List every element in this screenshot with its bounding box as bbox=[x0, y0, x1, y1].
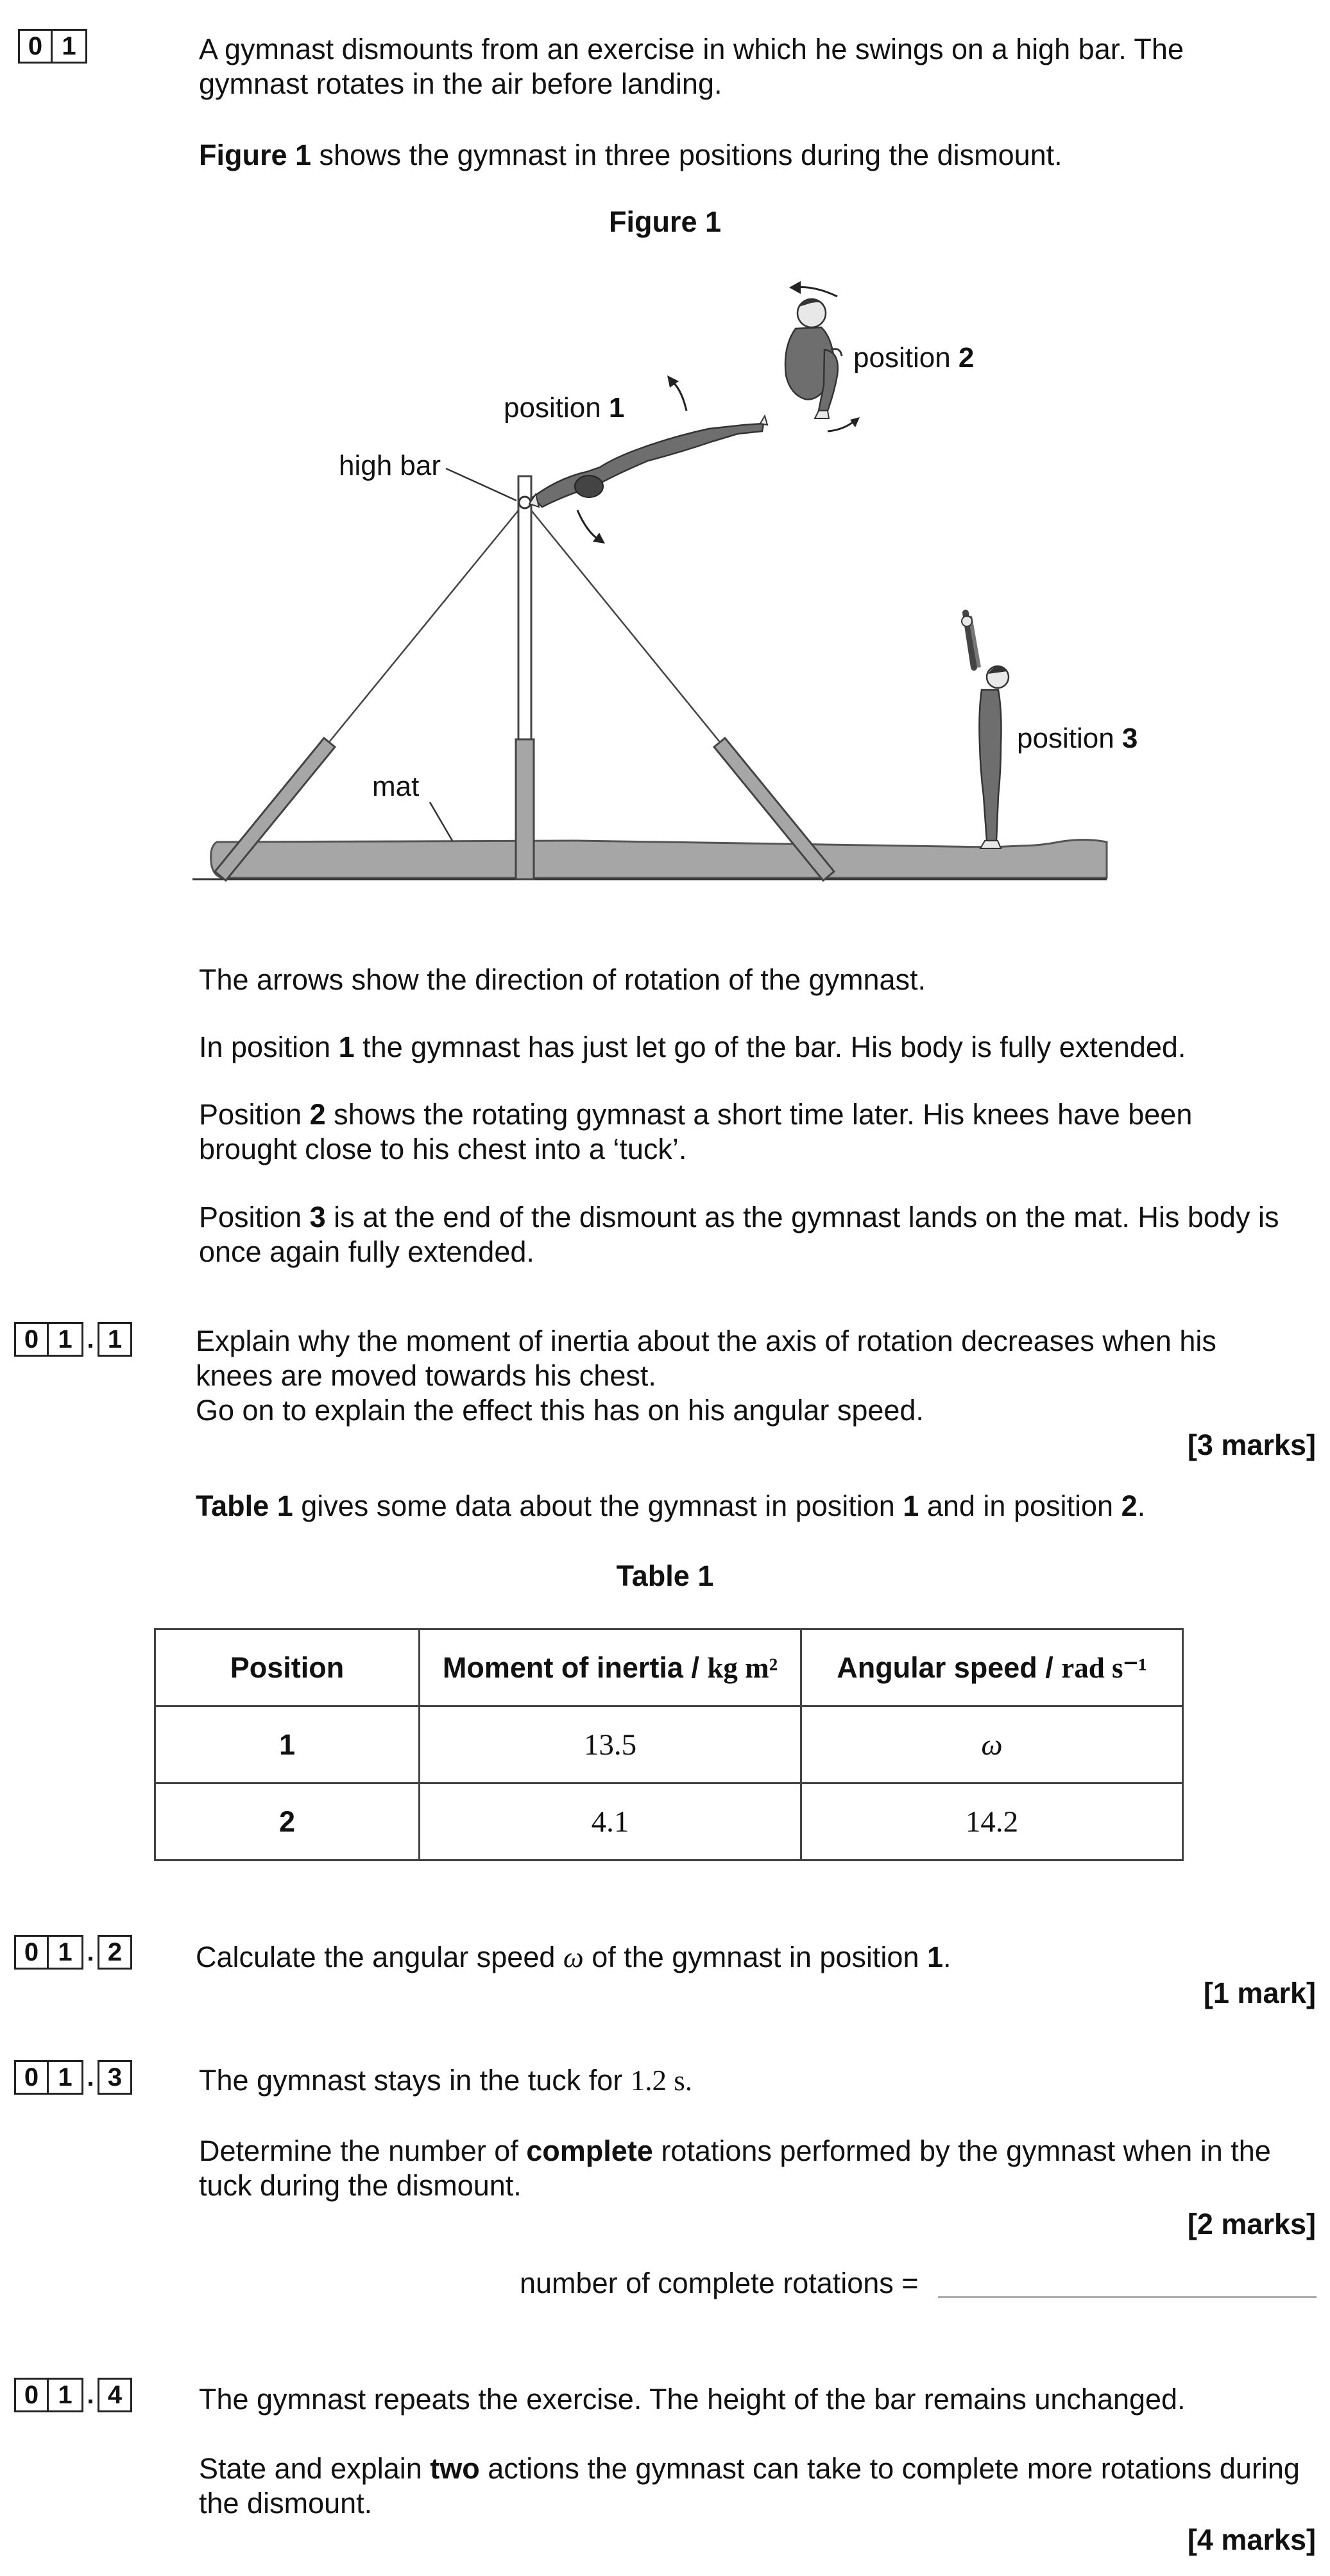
table-cell: 1 bbox=[155, 1706, 420, 1783]
bar-base bbox=[516, 739, 534, 879]
mat-pointer bbox=[430, 802, 452, 841]
intro-line-2: gymnast rotates in the air before landing. bbox=[199, 67, 722, 100]
intro-line-1: A gymnast dismounts from an exercise in which he swings on a high bar. The bbox=[199, 33, 1184, 65]
answer-line[interactable] bbox=[938, 2296, 1317, 2298]
question-01-1-text: Explain why the moment of inertia about the axis of rotation decreases when his knees are moved towards his chest. Go on to explain the effect this has on his angular speed. bbox=[196, 1325, 1216, 1427]
arrowhead bbox=[593, 533, 605, 544]
marks-01-4: [4 marks] bbox=[1187, 2523, 1316, 2556]
question-number-01-2 bbox=[14, 1935, 132, 1970]
answer-label: number of complete rotations = bbox=[520, 2267, 919, 2299]
cable-right bbox=[525, 502, 722, 744]
question-dot: . bbox=[87, 2380, 94, 2409]
question-digit: 0 bbox=[14, 1935, 49, 1970]
figure-1-diagram bbox=[0, 270, 1330, 911]
marks-01-1: [3 marks] bbox=[1187, 1429, 1316, 1461]
label-mat: mat bbox=[372, 771, 420, 802]
label-position-1: position 1 bbox=[504, 392, 625, 424]
question-digit: 2 bbox=[98, 1935, 132, 1970]
label-position-2: position 2 bbox=[853, 342, 975, 374]
mat-shape bbox=[211, 840, 1107, 879]
question-digit: 0 bbox=[14, 2378, 49, 2412]
question-digit: 1 bbox=[49, 1935, 83, 1970]
question-digit: 1 bbox=[98, 1322, 132, 1357]
question-dot: . bbox=[87, 1325, 94, 1353]
question-dot: . bbox=[87, 2063, 94, 2091]
gymnast-position-2 bbox=[785, 299, 842, 418]
position-1-description: In position 1 the gymnast has just let go of the bar. His body is fully extended. bbox=[199, 1031, 1186, 1063]
table-cell: 14.2 bbox=[801, 1783, 1183, 1860]
figure-title: Figure 1 bbox=[608, 205, 722, 238]
question-digit: 1 bbox=[53, 29, 87, 64]
figure-ref-rest: shows the gymnast in three positions during the dismount. bbox=[311, 139, 1062, 171]
table-row bbox=[155, 1783, 1183, 1860]
question-number-01-1 bbox=[14, 1322, 132, 1357]
question-01-3-instruction: Determine the number of complete rotations performed by the gymnast when in the tuck during the dismount. bbox=[199, 2134, 1271, 2202]
gymnast-position-3 bbox=[962, 613, 1009, 848]
question-digit: 3 bbox=[98, 2060, 132, 2095]
intro-text bbox=[199, 32, 1315, 101]
rotation-arrow bbox=[796, 288, 837, 296]
high-bar bbox=[519, 497, 531, 508]
position-2-description: Position 2 shows the rotating gymnast a short time later. His knees have been brought close to his chest into a ‘tuck’. bbox=[199, 1098, 1193, 1165]
question-01-3-text: The gymnast stays in the tuck for 1.2 s. bbox=[199, 2064, 693, 2097]
question-number-01-4 bbox=[14, 2378, 132, 2412]
table-cell: 4.1 bbox=[420, 1783, 801, 1860]
question-digit: 1 bbox=[49, 2060, 83, 2095]
question-digit: 1 bbox=[49, 2378, 83, 2412]
question-digit: 0 bbox=[14, 2060, 49, 2095]
arrows-description: The arrows show the direction of rotation of the gymnast. bbox=[199, 963, 926, 996]
marks-01-2: [1 mark] bbox=[1203, 1977, 1316, 2009]
table-cell: ω bbox=[801, 1706, 1183, 1783]
table-row bbox=[155, 1706, 1183, 1783]
question-digit: 1 bbox=[49, 1322, 83, 1357]
figure-ref-bold: Figure 1 bbox=[199, 139, 312, 171]
question-number-01-3 bbox=[14, 2060, 132, 2095]
gymnast-position-1 bbox=[529, 416, 767, 507]
question-01-4-instruction: State and explain two actions the gymnast can take to complete more rotations during the dismount. bbox=[199, 2452, 1300, 2520]
table-title: Table 1 bbox=[616, 1559, 714, 1592]
table-cell: 13.5 bbox=[420, 1706, 801, 1783]
table-cell: 2 bbox=[155, 1783, 420, 1860]
table-header-cell: Angular speed / rad s⁻¹ bbox=[801, 1629, 1183, 1706]
question-01-4-text: The gymnast repeats the exercise. The height of the bar remains unchanged. bbox=[199, 2383, 1186, 2416]
table-header-cell: Position bbox=[155, 1629, 420, 1706]
table-1 bbox=[154, 1628, 1184, 1861]
arrowhead bbox=[789, 281, 801, 294]
high-bar-pointer bbox=[446, 468, 516, 501]
rotation-arrow bbox=[577, 510, 600, 540]
figure-reference bbox=[199, 138, 1315, 173]
question-dot: . bbox=[87, 1937, 94, 1966]
table-header-row bbox=[155, 1629, 1183, 1706]
table-header-cell: Moment of inertia / kg m² bbox=[420, 1629, 801, 1706]
question-01-2-text: Calculate the angular speed ω of the gymnast in position 1. bbox=[196, 1941, 951, 1973]
label-position-3: position 3 bbox=[1017, 723, 1138, 754]
table-intro: Table 1 gives some data about the gymnast in position 1 and in position 2. bbox=[196, 1490, 1146, 1522]
rotation-arrow bbox=[828, 420, 855, 431]
position-3-description: Position 3 is at the end of the dismount as the gymnast lands on the mat. His body is once again fully extended. bbox=[199, 1201, 1279, 1268]
question-number-01 bbox=[18, 29, 87, 64]
label-high-bar: high bar bbox=[339, 450, 441, 481]
bar-upright bbox=[518, 476, 531, 739]
question-digit: 0 bbox=[14, 1322, 49, 1357]
marks-01-3: [2 marks] bbox=[1187, 2208, 1316, 2240]
cable-left bbox=[327, 502, 525, 744]
question-digit: 0 bbox=[18, 29, 53, 64]
question-digit: 4 bbox=[98, 2378, 132, 2412]
